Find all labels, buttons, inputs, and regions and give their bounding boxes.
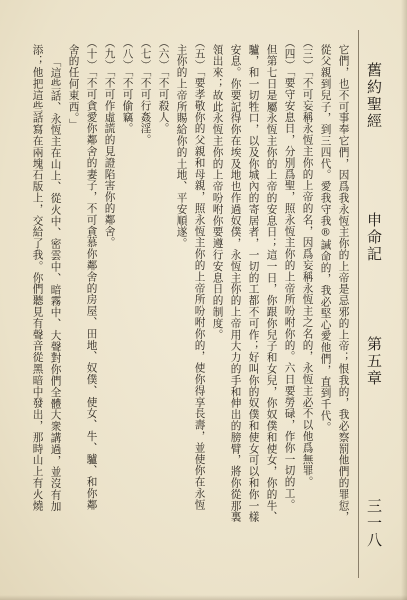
text-column-13: （八）「不可偷竊。	[121, 37, 134, 135]
text-column-2: 從父親到兒子，到三四代。愛我守我®誡命的，我必堅心愛他們，直到千代。	[319, 44, 332, 433]
text-column-17: 「這些話、永恆主在山上、從火中、密雲中、暗霧中、大聲對你們全體大衆講過，並沒有加	[49, 56, 62, 512]
page-number: 三一八	[365, 498, 383, 549]
text-column-12: （七）「不可行姦淫。	[139, 37, 152, 146]
text-column-8: 領出來；故此永恆主你的上帝吩咐你要遵行安息日的制度。	[211, 44, 224, 341]
text-column-10: 主你的上帝所賜給你的土地、平安順遂。	[175, 44, 188, 250]
text-column-5: 但第七日是屬永恆主你的上帝的安息日；這一日，你跟你兒子和女兒，你奴僕和使女，你的牛、	[265, 44, 278, 523]
book-name: 申命記	[365, 212, 383, 263]
page-edge-shadow	[401, 0, 407, 600]
text-column-4: （四）「要守安息日，分別爲聖，照永恆主你的上帝所吩咐你的。六日要勞碌，作你一切的工。	[283, 37, 296, 511]
text-column-18: 添；他把這些話寫在兩塊石版上，交給了我。你們聽見有聲音從黑暗中發出，那時山上有火燒	[31, 44, 44, 512]
text-column-14: （九）「不可作虛謊的見證陷害你的鄰舍。	[103, 37, 116, 249]
text-column-9: （五）「要孝敬你的父親和母親，照永恆主你的上帝所吩咐你的，使你得享長壽，並使你在永恆	[193, 37, 206, 511]
text-column-6: 驢，和一切牲口，以及你城內的寄居者，一切的工都不可作；好叫你的奴僕和使女可以和你一樣	[247, 44, 260, 523]
chapter-heading: 第五章	[365, 336, 383, 387]
header-divider	[358, 30, 359, 578]
text-column-16: 舍的任何東西。」	[67, 44, 80, 130]
text-column-3: （三）「不可妄稱永恆主你的上帝的名，因爲妄稱永恆主之名的，永恆主必不以他爲無罪。	[301, 37, 314, 488]
page-bottom-shadow	[0, 595, 407, 600]
text-column-11: （六）「不可殺人。	[157, 37, 170, 135]
text-column-15: （十）「不可貪愛你鄰舍的妻子，不可貪慕你鄰舍的房屋、田地、奴僕、使女、牛、驢、和你鄰	[85, 37, 98, 511]
text-column-7: 安息。你要記得你在埃及地也作過奴僕，永恆主你的上帝用大力的手和伸出的膀臂，將你從那裏	[229, 44, 242, 523]
text-column-1: 它們，也不可事奉它們，因爲我永恆主你的上帝是忌邪的上帝；恨我的，我必察罰他們的罪愆，	[337, 44, 350, 523]
book-title: 舊約聖經	[365, 62, 383, 130]
